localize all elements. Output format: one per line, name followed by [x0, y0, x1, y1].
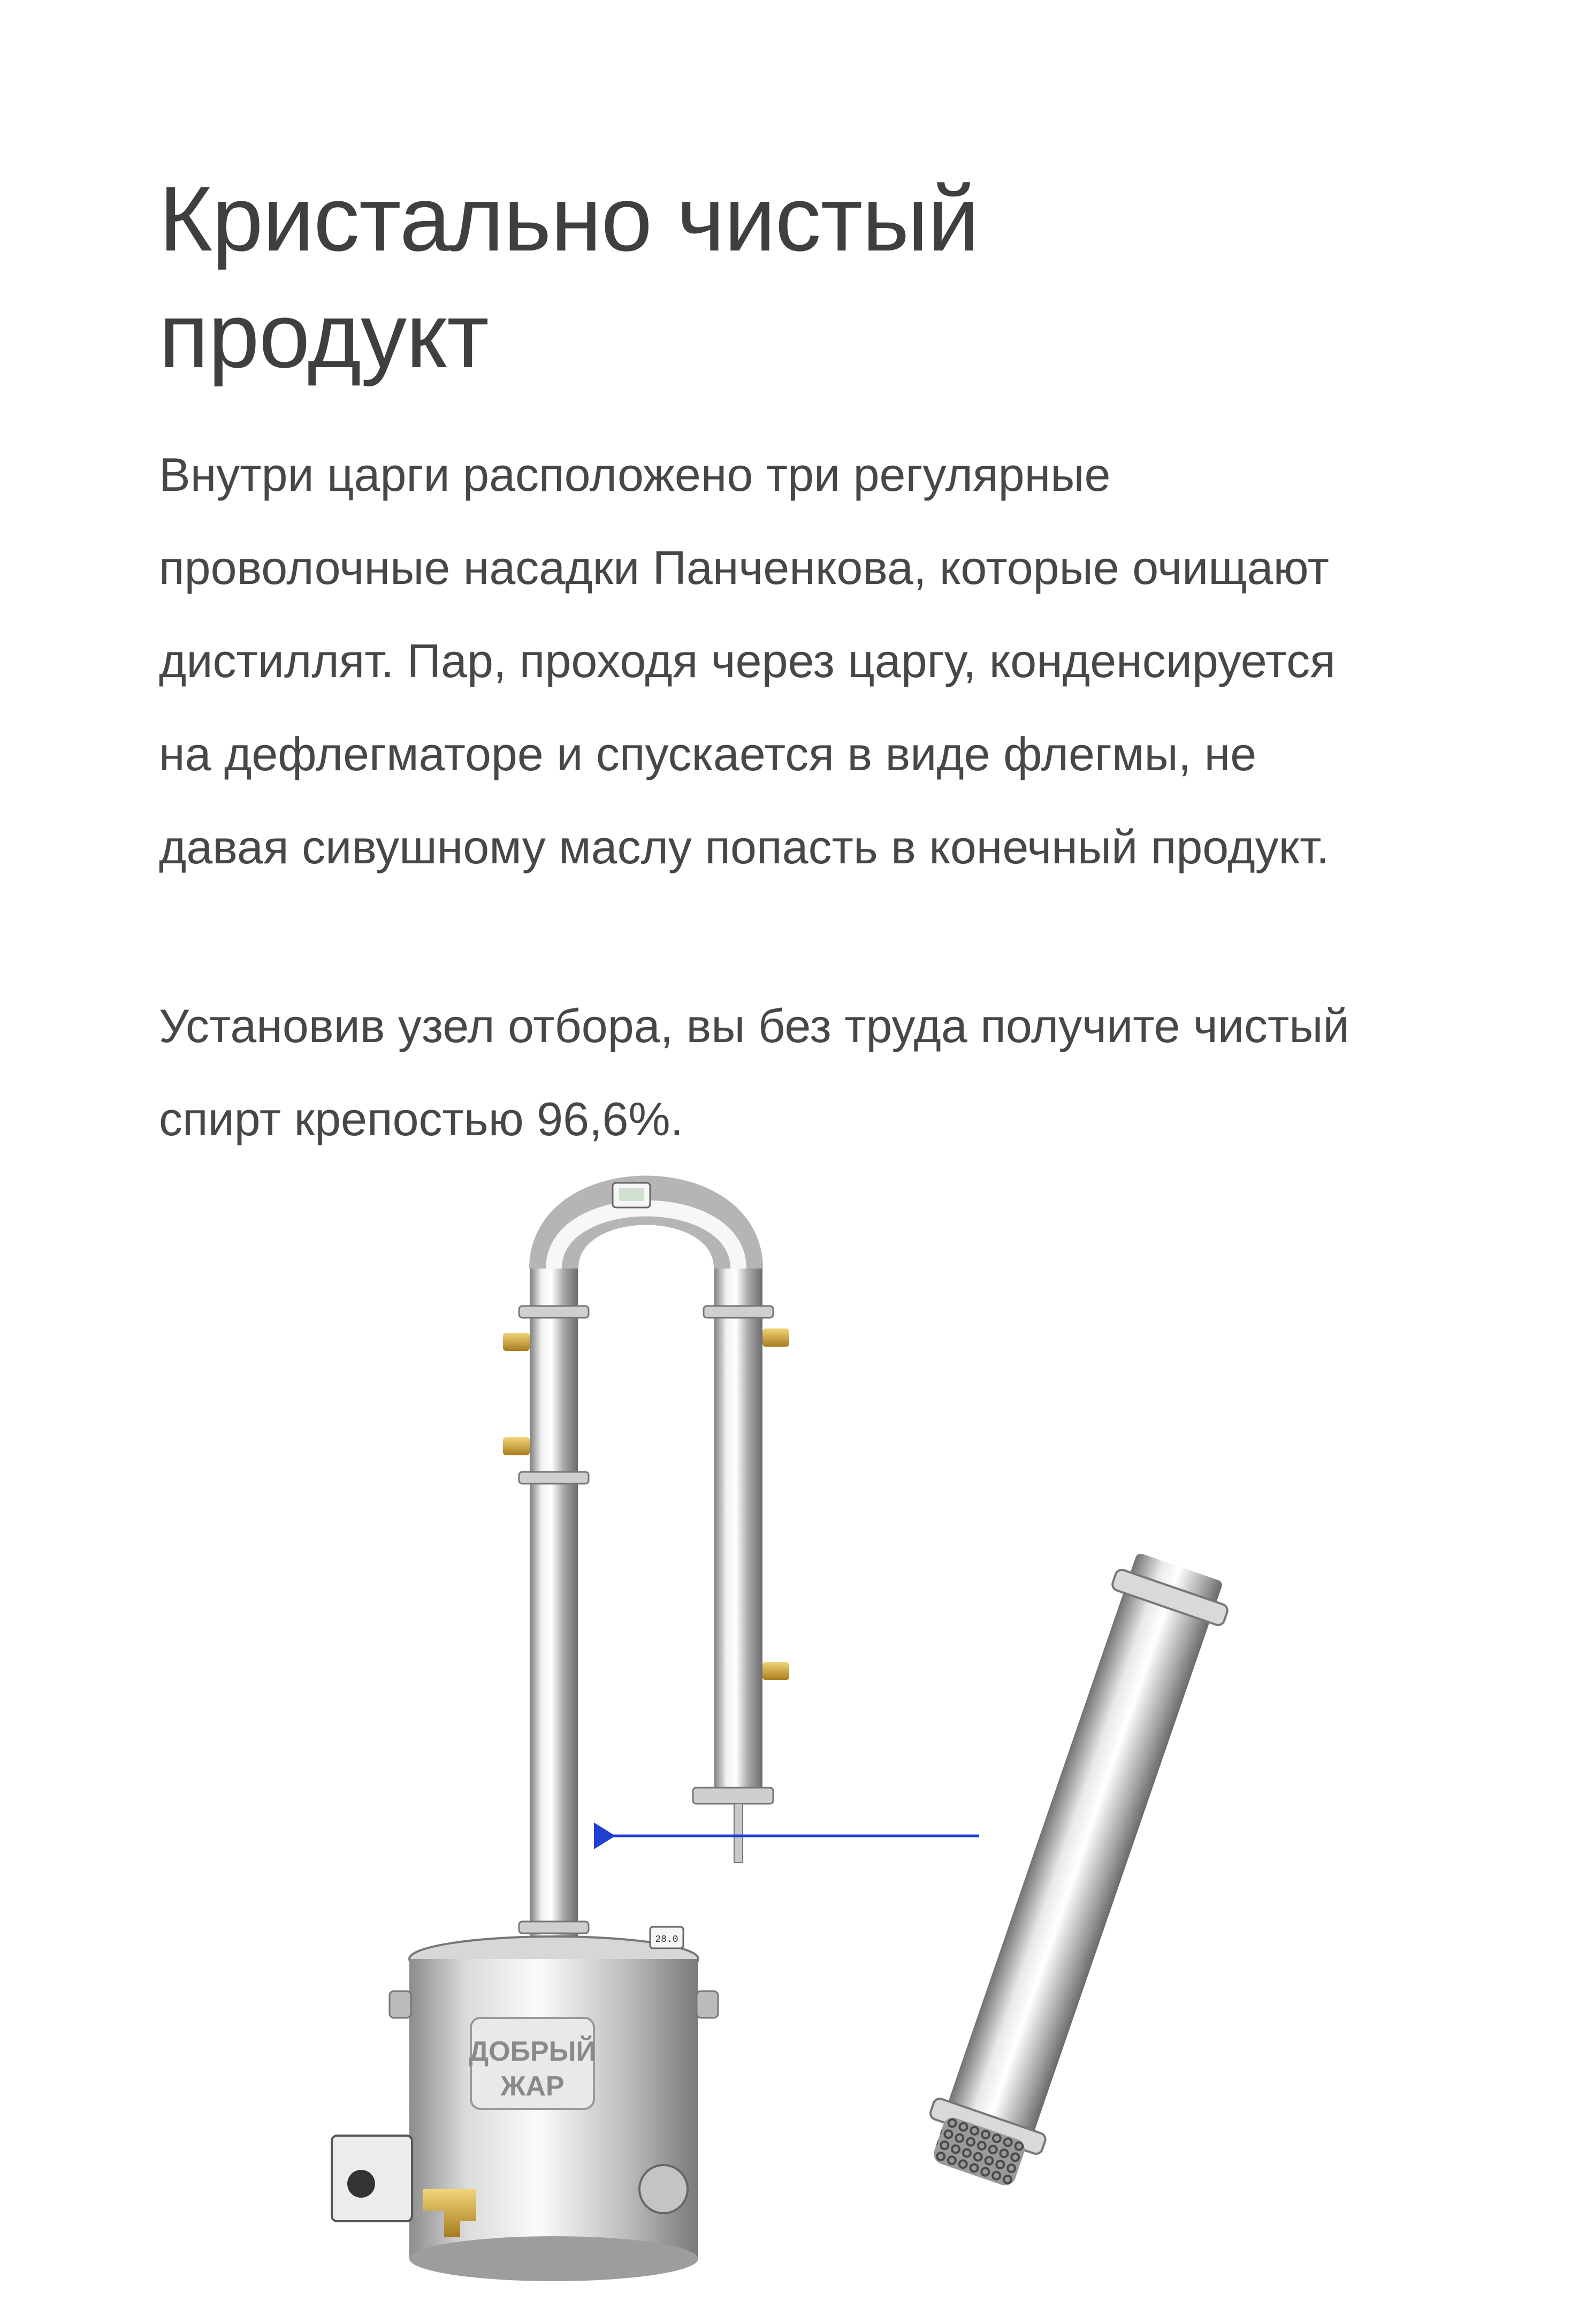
title-line-2: продукт — [159, 284, 489, 387]
water-fitting-icon — [762, 1662, 789, 1680]
paragraph-line: Внутри царги расположено три регулярные — [159, 448, 1111, 501]
boiler-logo-line-2: ЖАР — [500, 2071, 565, 2102]
knob-icon — [347, 2170, 375, 2198]
paragraph-line: Установив узел отбора, вы без труда получите чистый — [159, 999, 1349, 1052]
boiler-tank — [390, 1927, 718, 2281]
page-title — [159, 161, 1497, 394]
paragraph-line: спирт крепостью 96,6%. — [159, 1092, 684, 1145]
result-paragraph — [159, 979, 1454, 1166]
dephlegmator-pipe — [693, 1269, 773, 1863]
column-pipe — [519, 1263, 589, 1954]
title-line-1: Кристально чистый — [159, 168, 979, 270]
water-fitting-icon — [503, 1437, 530, 1455]
distiller-illustration — [300, 1172, 1380, 2318]
heater-element — [639, 2165, 688, 2213]
water-fitting-icon — [762, 1328, 789, 1347]
paragraph-line: дистиллят. Пар, проходя через царгу, конденсируется — [159, 634, 1336, 687]
packing-section — [916, 1548, 1236, 2193]
paragraph-line: проволочные насадки Панченкова, которые очищают — [159, 541, 1329, 594]
boiler-logo-line-1: ДОБРЫЙ — [469, 2036, 596, 2067]
paragraph-line: на дефлегматоре и спускается в виде флегмы, не — [159, 727, 1257, 780]
thermometer-reading: 28.0 — [655, 1934, 678, 1945]
water-fitting-icon — [503, 1333, 530, 1351]
paragraph-line: давая сивушному маслу попасть в конечный продукт. — [159, 821, 1330, 874]
description-paragraph — [159, 428, 1454, 894]
